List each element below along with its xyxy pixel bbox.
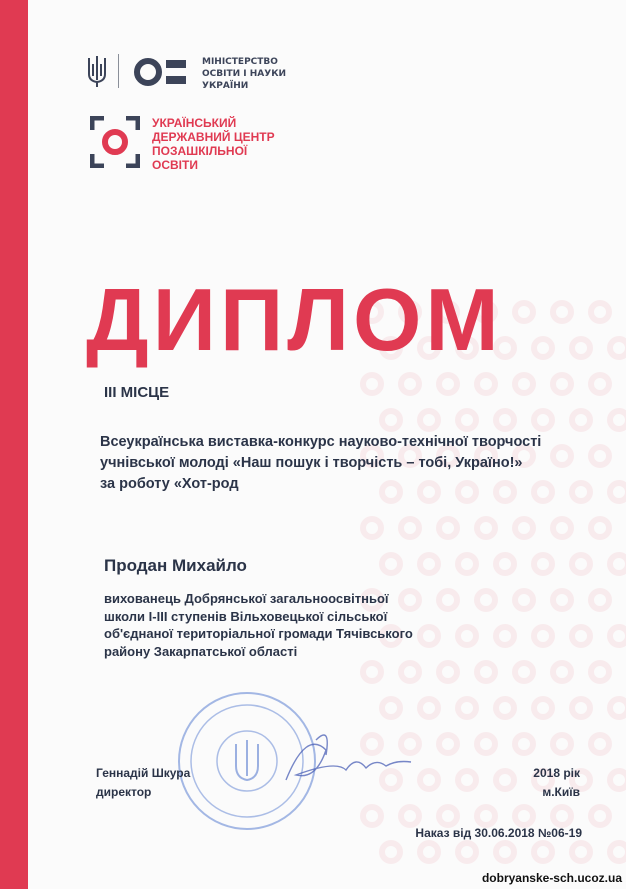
pattern-circle: [569, 696, 593, 720]
pattern-circle: [512, 804, 536, 828]
pattern-circle: [360, 804, 384, 828]
pattern-circle: [417, 552, 441, 576]
center-logo-icon: [90, 116, 140, 168]
pattern-circle: [493, 840, 517, 864]
pattern-circle: [417, 840, 441, 864]
contest-line: за роботу «Хот-род: [100, 476, 239, 492]
pattern-circle: [493, 408, 517, 432]
center-logo: [90, 116, 320, 172]
pattern-circle: [607, 768, 626, 792]
center-name-line: ПОЗАШКІЛЬНОЇ: [152, 144, 248, 158]
school-line: вихованець Добрянської загальноосвітньої: [104, 591, 389, 606]
pattern-circle: [474, 660, 498, 684]
pattern-circle: [569, 336, 593, 360]
logo-separator: [118, 54, 119, 88]
diploma-title: ДИПЛОМ: [86, 270, 503, 369]
pattern-circle: [550, 732, 574, 756]
pattern-circle: [550, 660, 574, 684]
ministry-mark-icon: [134, 56, 194, 88]
pattern-circle: [569, 840, 593, 864]
issue-year: 2018 рік: [533, 766, 580, 780]
contest-line: учнівської молоді «Наш пошук і творчість – тобі, Україно!»: [100, 455, 523, 471]
pattern-circle: [455, 768, 479, 792]
pattern-circle: [379, 408, 403, 432]
pattern-circle: [474, 732, 498, 756]
pattern-circle: [531, 408, 555, 432]
pattern-circle: [569, 552, 593, 576]
contest-description: [100, 432, 580, 495]
center-name-line: УКРАЇНСЬКИЙ: [152, 116, 237, 130]
left-accent-bar: [0, 0, 28, 889]
signature: [276, 720, 416, 800]
pattern-circle: [607, 336, 626, 360]
pattern-circle: [493, 552, 517, 576]
pattern-circle: [474, 804, 498, 828]
pattern-circle: [379, 696, 403, 720]
pattern-circle: [550, 588, 574, 612]
order-reference: Наказ від 30.06.2018 №06-19: [415, 826, 582, 840]
pattern-circle: [417, 768, 441, 792]
signer-name: Геннадій Шкура: [96, 766, 191, 780]
ministry-name-line: ОСВІТИ І НАУКИ: [202, 69, 287, 79]
pattern-circle: [588, 444, 612, 468]
pattern-circle: [379, 552, 403, 576]
pattern-circle: [379, 840, 403, 864]
pattern-circle: [360, 516, 384, 540]
ministry-name: [202, 56, 322, 92]
pattern-circle: [455, 552, 479, 576]
ministry-name-line: УКРАЇНИ: [202, 81, 249, 91]
pattern-circle: [436, 516, 460, 540]
trident-icon: [86, 54, 108, 88]
pattern-circle: [493, 696, 517, 720]
site-watermark: dobryanske-sch.ucoz.ua: [481, 871, 622, 885]
pattern-circle: [588, 660, 612, 684]
pattern-circle: [550, 372, 574, 396]
center-name-line: ОСВІТИ: [152, 158, 198, 172]
pattern-circle: [607, 552, 626, 576]
pattern-circle: [607, 840, 626, 864]
pattern-circle: [588, 804, 612, 828]
pattern-circle: [512, 732, 536, 756]
recipient-name: Продан Михайло: [104, 556, 247, 575]
pattern-circle: [607, 480, 626, 504]
pattern-circle: [360, 660, 384, 684]
pattern-circle: [436, 660, 460, 684]
school-line: школи І-ІІІ ступенів Вільховецької сільської: [104, 608, 388, 624]
pattern-circle: [550, 804, 574, 828]
center-name: [152, 116, 332, 172]
pattern-circle: [417, 408, 441, 432]
school-description: [104, 590, 484, 660]
pattern-circle: [455, 408, 479, 432]
pattern-circle: [417, 696, 441, 720]
pattern-circle: [607, 696, 626, 720]
pattern-circle: [531, 840, 555, 864]
pattern-circle: [512, 588, 536, 612]
pattern-circle: [493, 768, 517, 792]
pattern-circle: [436, 732, 460, 756]
signer-position: директор: [96, 785, 152, 799]
pattern-circle: [398, 372, 422, 396]
pattern-circle: [360, 372, 384, 396]
issue-city: м.Київ: [542, 785, 580, 799]
center-name-line: ДЕРЖАВНИЙ ЦЕНТР: [152, 130, 275, 144]
pattern-circle: [588, 732, 612, 756]
pattern-circle: [474, 516, 498, 540]
pattern-circle: [531, 552, 555, 576]
pattern-circle: [436, 372, 460, 396]
pattern-circle: [455, 840, 479, 864]
pattern-circle: [531, 624, 555, 648]
pattern-circle: [550, 516, 574, 540]
pattern-circle: [607, 624, 626, 648]
pattern-circle: [398, 516, 422, 540]
school-line: об'єднаної територіальної громади Тячівського: [104, 626, 413, 641]
pattern-circle: [436, 804, 460, 828]
pattern-circle: [588, 588, 612, 612]
contest-line: Всеукраїнська виставка-конкурс науково-технічної творчості: [100, 434, 542, 450]
pattern-circle: [398, 660, 422, 684]
pattern-circle: [474, 372, 498, 396]
place-label: III МІСЦЕ: [104, 384, 170, 401]
pattern-circle: [531, 696, 555, 720]
ministry-name-line: МІНІСТЕРСТВО: [202, 57, 278, 67]
pattern-circle: [588, 300, 612, 324]
pattern-circle: [569, 624, 593, 648]
pattern-circle: [455, 696, 479, 720]
pattern-circle: [607, 408, 626, 432]
pattern-circle: [512, 372, 536, 396]
pattern-circle: [512, 660, 536, 684]
pattern-circle: [588, 516, 612, 540]
pattern-circle: [550, 300, 574, 324]
pattern-circle: [512, 516, 536, 540]
pattern-circle: [569, 408, 593, 432]
pattern-circle: [493, 624, 517, 648]
pattern-circle: [588, 372, 612, 396]
pattern-circle: [398, 804, 422, 828]
school-line: району Закарпатської області: [104, 643, 298, 659]
